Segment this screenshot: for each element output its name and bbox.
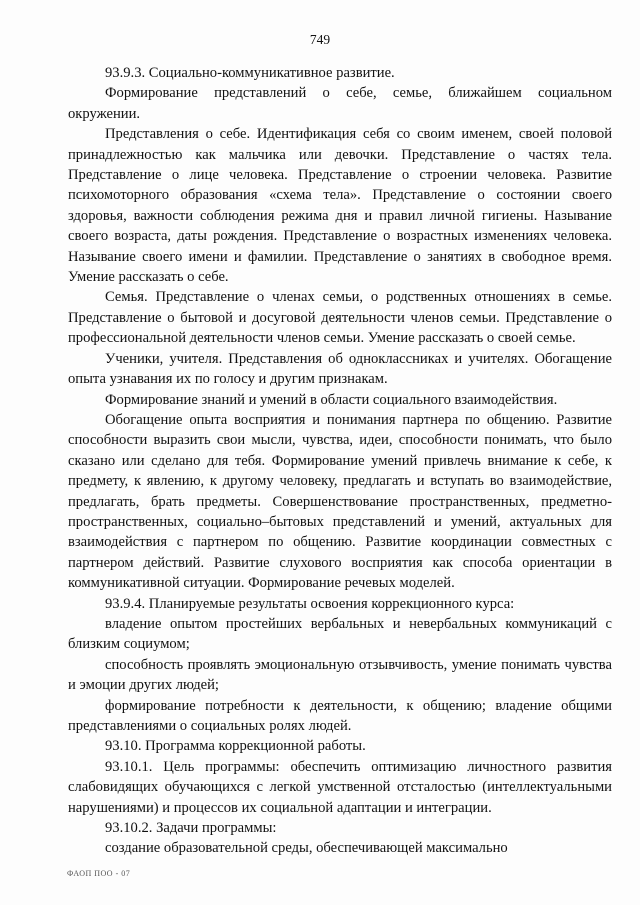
paragraph: 93.10.1. Цель программы: обеспечить оптимизацию личностного развития слабовидящих обучающихся с легкой умственной отсталостью (интеллектуальными нарушениями) и процессов их социальной адаптации и интеграции. (68, 758, 612, 816)
paragraph: Обогащение опыта восприятия и понимания партнера по общению. Развитие способности выразить свои мысли, чувства, идеи, способности понимать, что было сказано или сделано для тебя. Формирование умений привлечь внимание к себе, к предмету, к явлению, к другому человеку, предлагать и вступать во взаимодействие, предлагать, брать предметы. Совершенствование пространственных, предметно-пространственных, социально–бытовых представлений и умений, актуальных для взаимодействия с партнером по общению. Развитие координации совместных с партнером действий. Развитие слухового восприятия как способа ориентации в коммуникативной ситуации. Формирование речевых моделей. (68, 411, 612, 592)
paragraph: Семья. Представление о членах семьи, о родственных отношениях в семье. Представление о бытовой и досуговой деятельности членов семьи. Представление о профессиональной деятельности членов семьи. Умение рассказать о своей семье. (68, 289, 612, 347)
page-number: 749 (309, 32, 331, 47)
footer-document-code: ФАОП ПОО - 07 (67, 869, 131, 878)
list-item: способность проявлять эмоциональную отзывчивость, умение понимать чувства и эмоции других людей; (68, 656, 612, 694)
section-heading-93-9-3: 93.9.3. Социально-коммуникативное развитие. (105, 65, 395, 81)
list-item: формирование потребности к деятельности, к общению; владение общими представлениями о социальных ролях людей. (68, 697, 612, 734)
paragraph: Ученики, учителя. Представления об одноклассниках и учителях. Обогащение опыта узнавания их по голосу и другим признакам. (68, 350, 612, 388)
section-heading-93-10-2: 93.10.2. Задачи программы: (105, 820, 277, 837)
document-body (68, 63, 612, 859)
paragraph: Формирование представлений о себе, семье, ближайшем социальном окружении. (68, 85, 612, 122)
paragraph: Представления о себе. Идентификация себя со своим именем, своей половой принадлежностью как мальчика или девочки. Представление о частях тела. Представление о лице человека. Представление о строении человека. Развитие психомоторного образования «схема тела». Представление о состоянии своего здоровья, важности соблюдения режима дня и правил личной гигиены. Называние своего возраста, даты рождения. Представление о возрастных изменениях человека. Называние своего имени и фамилии. Представление о занятиях в свободное время. Умение рассказать о себе. (68, 126, 612, 286)
paragraph: Формирование знаний и умений в области социального взаимодействия. (105, 391, 558, 408)
section-heading-93-9-4: 93.9.4. Планируемые результаты освоения коррекционного курса: (105, 595, 515, 612)
list-item: владение опытом простейших вербальных и невербальных коммуникаций с близким социумом; (68, 615, 612, 653)
list-item: создание образовательной среды, обеспечивающей максимально (105, 840, 508, 857)
section-heading-93-10: 93.10. Программа коррекционной работы. (105, 738, 366, 755)
